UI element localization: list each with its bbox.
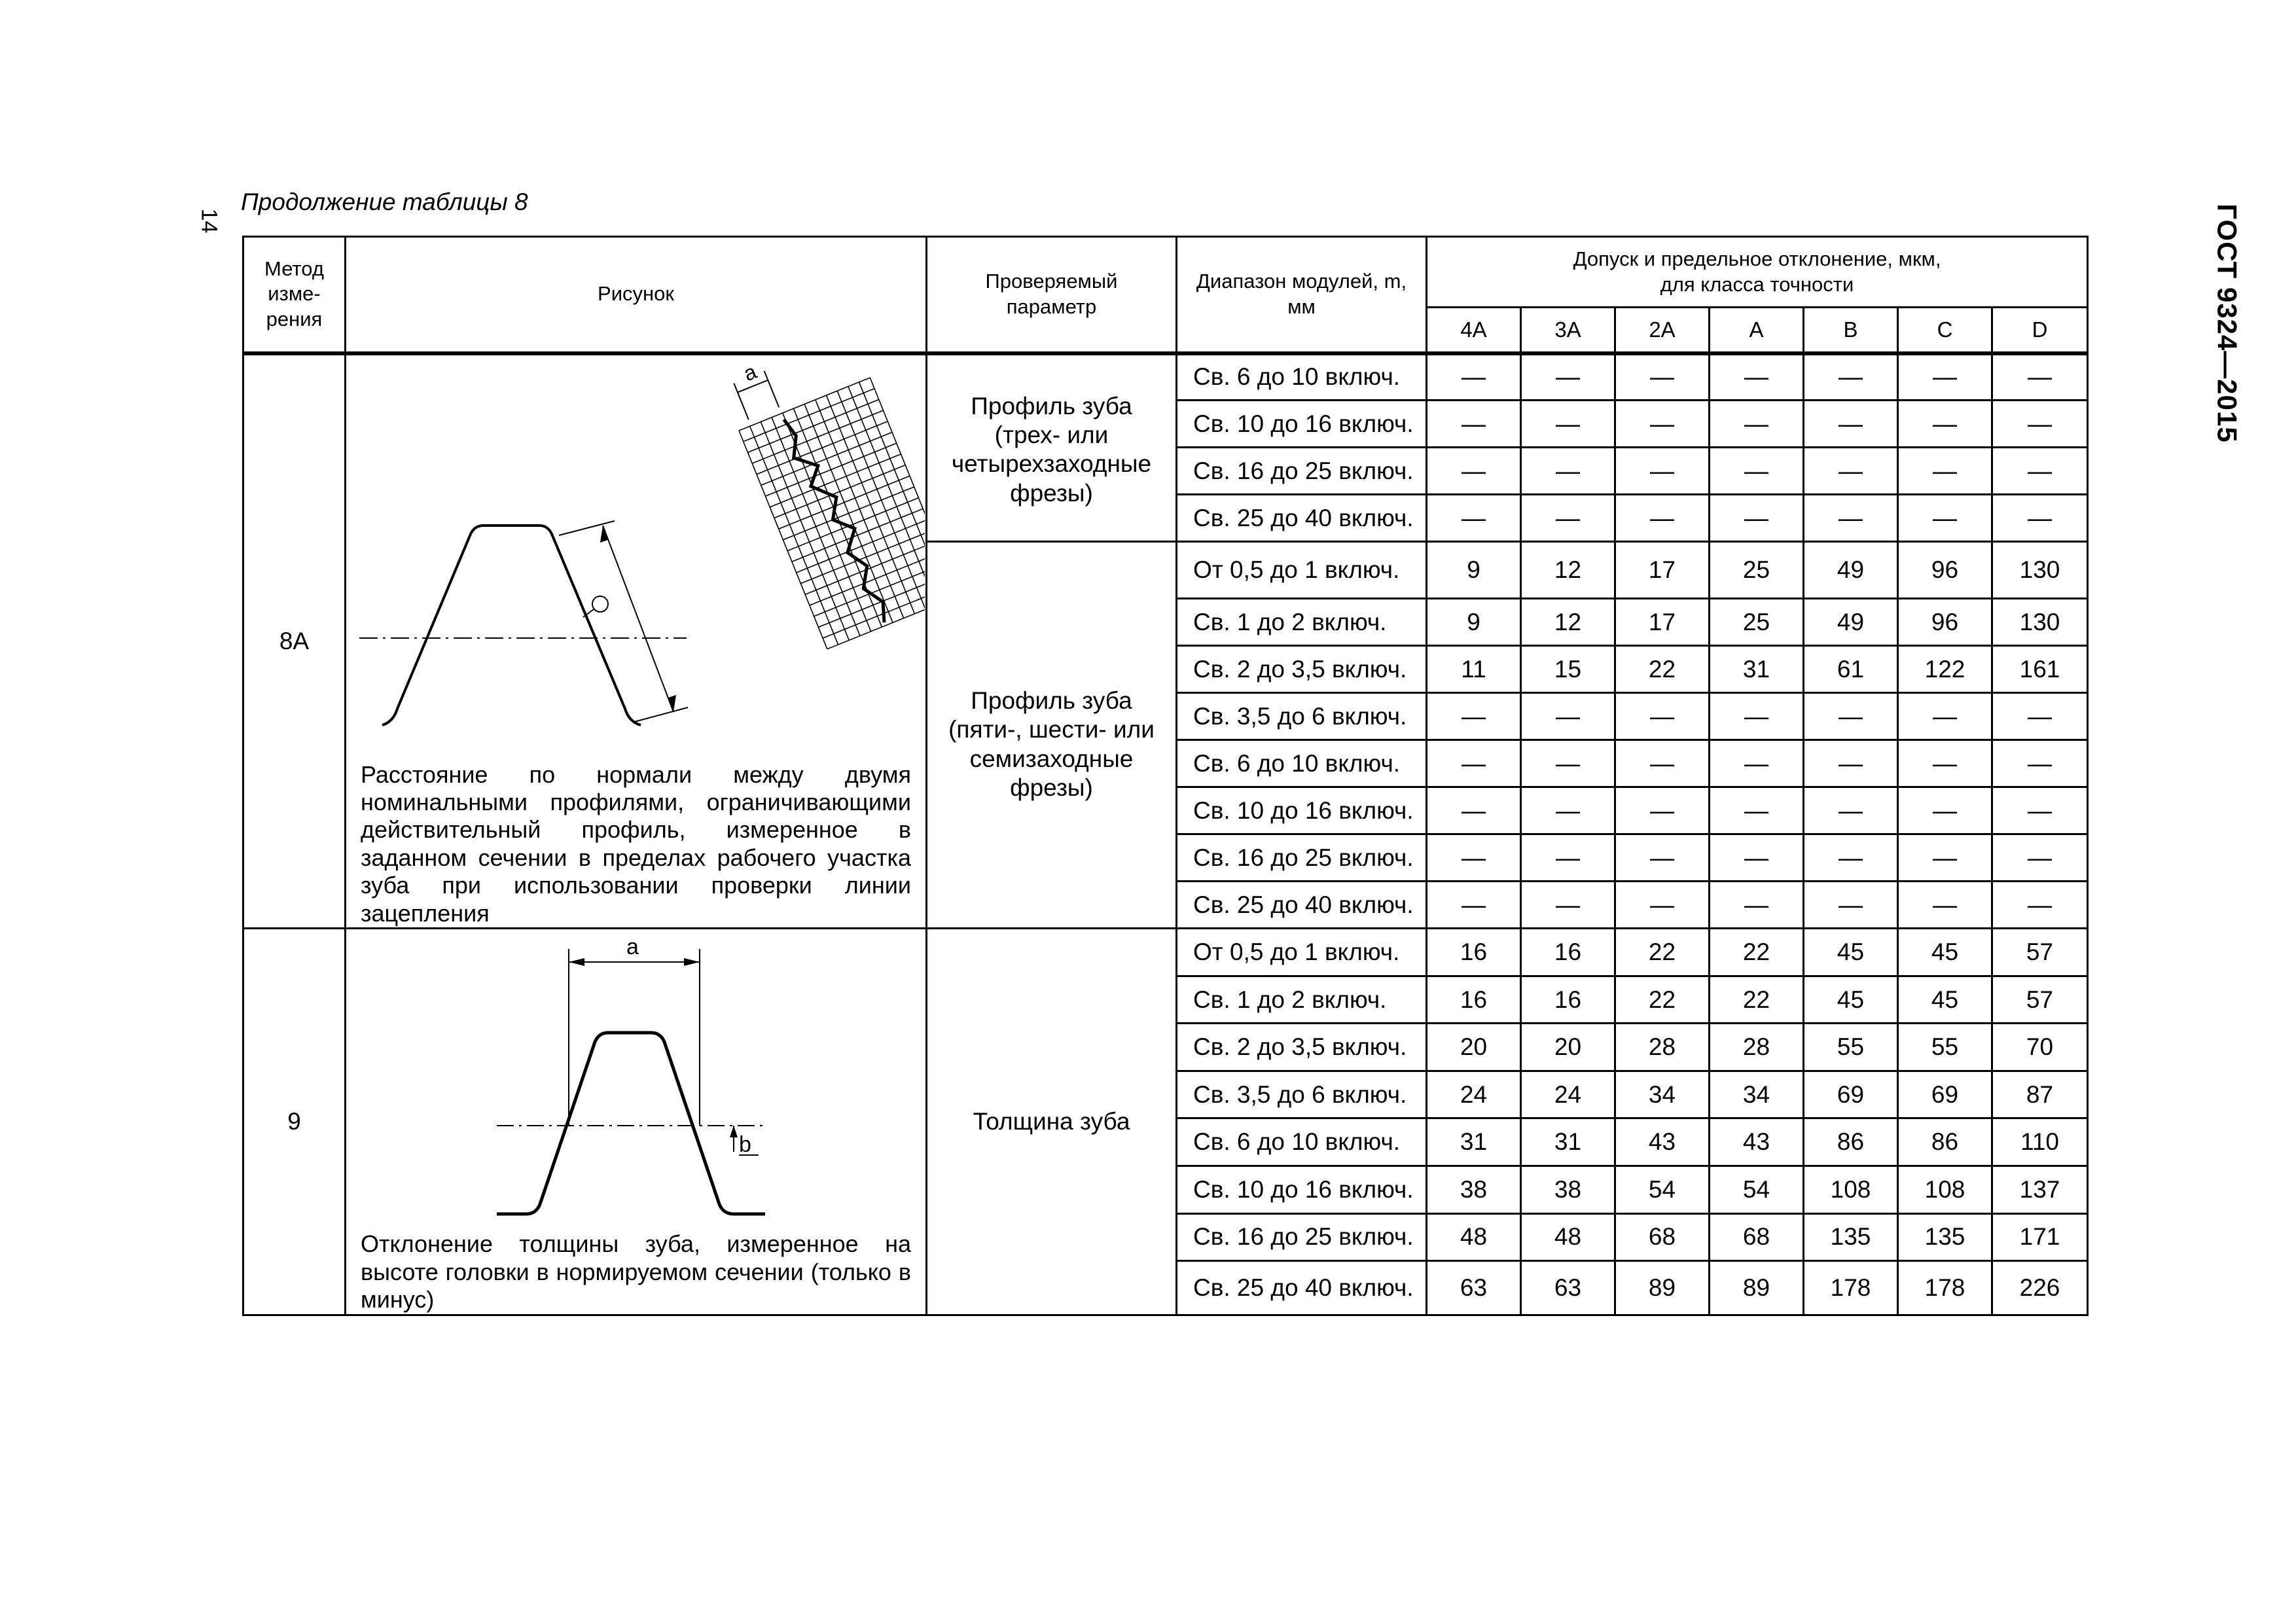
tolerance-value-cell: —	[1898, 353, 1992, 401]
tolerance-value-cell: 45	[1804, 929, 1898, 976]
module-range-cell: Св. 16 до 25 включ.	[1177, 448, 1427, 495]
dimension-label-a: а	[626, 935, 639, 960]
tolerance-value-cell: —	[1615, 787, 1710, 834]
module-range-cell: Св. 25 до 40 включ.	[1177, 882, 1427, 929]
tolerance-value-cell: —	[1898, 693, 1992, 740]
tolerance-value-cell: —	[1521, 401, 1615, 448]
tolerance-value-cell: 171	[1992, 1213, 2088, 1261]
tolerance-value-cell: 108	[1804, 1166, 1898, 1213]
tolerance-value-cell: 108	[1898, 1166, 1992, 1213]
tolerance-value-cell: 12	[1521, 599, 1615, 646]
tolerance-value-cell: 31	[1427, 1118, 1521, 1166]
tolerance-value-cell: 34	[1615, 1071, 1710, 1118]
tolerance-value-cell: —	[1992, 495, 2088, 542]
figure-cell	[346, 353, 927, 929]
tolerance-value-cell: —	[1615, 353, 1710, 401]
tolerance-value-cell: 63	[1427, 1261, 1521, 1315]
tolerance-value-cell: —	[1710, 882, 1804, 929]
header-class: А	[1710, 308, 1804, 353]
tolerance-value-cell: —	[1615, 740, 1710, 787]
tolerance-value-cell: —	[1992, 693, 2088, 740]
tolerance-value-cell: 28	[1615, 1024, 1710, 1071]
tolerance-value-cell: —	[1992, 740, 2088, 787]
tolerance-value-cell: —	[1427, 834, 1521, 882]
tolerance-value-cell: 49	[1804, 599, 1898, 646]
tolerance-value-cell: 16	[1521, 976, 1615, 1024]
tolerance-value-cell: —	[1804, 740, 1898, 787]
tolerance-value-cell: 70	[1992, 1024, 2088, 1071]
module-range-cell: Св. 25 до 40 включ.	[1177, 495, 1427, 542]
tolerance-value-cell: —	[1710, 448, 1804, 495]
tolerance-value-cell: 87	[1992, 1071, 2088, 1118]
tolerance-value-cell: 68	[1615, 1213, 1710, 1261]
tolerance-value-cell: 89	[1615, 1261, 1710, 1315]
tolerance-value-cell: 69	[1804, 1071, 1898, 1118]
tolerance-value-cell: —	[1615, 448, 1710, 495]
tolerance-value-cell: —	[1804, 787, 1898, 834]
tolerance-value-cell: 54	[1710, 1166, 1804, 1213]
module-range-cell: Св. 6 до 10 включ.	[1177, 353, 1427, 401]
tolerance-value-cell: 135	[1898, 1213, 1992, 1261]
tolerance-value-cell: 31	[1710, 646, 1804, 693]
tolerance-value-cell: 15	[1521, 646, 1615, 693]
tolerance-value-cell: 9	[1427, 542, 1521, 599]
module-range-cell: Св. 6 до 10 включ.	[1177, 1118, 1427, 1166]
method-cell: 8А	[243, 353, 346, 929]
tolerance-value-cell: —	[1427, 882, 1521, 929]
tolerance-value-cell: 130	[1992, 542, 2088, 599]
tolerance-value-cell: 38	[1521, 1166, 1615, 1213]
figure-description: Расстояние по нормали между двумя номинальными профилями, ограничивающими действительный профиль, измеренное в заданном сечении в пределах рабочего участка зуба при использовании проверки линии зацепления	[361, 760, 911, 927]
tolerance-value-cell: —	[1898, 882, 1992, 929]
tolerance-value-cell: 22	[1615, 929, 1710, 976]
tolerance-value-cell: 96	[1898, 599, 1992, 646]
actual-profile-line	[779, 410, 891, 630]
tolerance-value-cell: —	[1427, 495, 1521, 542]
module-range-cell: Св. 2 до 3,5 включ.	[1177, 1024, 1427, 1071]
tolerance-value-cell: 137	[1992, 1166, 2088, 1213]
tolerance-value-cell: —	[1521, 834, 1615, 882]
page-number: 14	[196, 208, 222, 234]
tolerance-value-cell: —	[1804, 401, 1898, 448]
tolerance-table	[242, 236, 2089, 1316]
tolerance-value-cell: —	[1898, 401, 1992, 448]
tolerance-value-cell: —	[1427, 740, 1521, 787]
tolerance-value-cell: 135	[1804, 1213, 1898, 1261]
tolerance-value-cell: 45	[1804, 976, 1898, 1024]
tolerance-value-cell: —	[1427, 693, 1521, 740]
tolerance-value-cell: —	[1710, 787, 1804, 834]
tolerance-value-cell: 16	[1427, 976, 1521, 1024]
tolerance-value-cell: —	[1992, 882, 2088, 929]
module-range-cell: Св. 16 до 25 включ.	[1177, 834, 1427, 882]
tolerance-value-cell: 54	[1615, 1166, 1710, 1213]
header-class: 3А	[1521, 308, 1615, 353]
tolerance-value-cell: —	[1898, 448, 1992, 495]
tolerance-value-cell: —	[1804, 495, 1898, 542]
tolerance-value-cell: 48	[1521, 1213, 1615, 1261]
tolerance-value-cell: —	[1521, 495, 1615, 542]
header-class: 2А	[1615, 308, 1710, 353]
tolerance-value-cell: 22	[1615, 646, 1710, 693]
tolerance-value-cell: 55	[1898, 1024, 1992, 1071]
tolerance-value-cell: 45	[1898, 976, 1992, 1024]
extension-line	[634, 707, 688, 722]
header-class: D	[1992, 308, 2088, 353]
measurement-grid	[716, 355, 925, 649]
tolerance-value-cell: —	[1804, 882, 1898, 929]
tolerance-value-cell: —	[1615, 834, 1710, 882]
tooth-profile	[497, 1033, 765, 1214]
tolerance-value-cell: —	[1615, 495, 1710, 542]
tolerance-value-cell: 20	[1521, 1024, 1615, 1071]
method-cell: 9	[243, 929, 346, 1315]
tolerance-value-cell: 45	[1898, 929, 1992, 976]
tooth-profile-grid-figure	[346, 355, 925, 761]
tolerance-value-cell: —	[1710, 693, 1804, 740]
tolerance-value-cell: 96	[1898, 542, 1992, 599]
tolerance-value-cell: 25	[1710, 599, 1804, 646]
tolerance-value-cell: —	[1992, 401, 2088, 448]
dimension-label-a: а	[740, 359, 760, 385]
module-range-cell: Св. 3,5 до 6 включ.	[1177, 1071, 1427, 1118]
tolerance-value-cell: 61	[1804, 646, 1898, 693]
tolerance-value-cell: 9	[1427, 599, 1521, 646]
table-row	[243, 353, 2088, 401]
parameter-cell: Профиль зуба (пяти-, шести- или семизаходные фрезы)	[927, 542, 1177, 929]
tolerance-value-cell: 34	[1710, 1071, 1804, 1118]
header-class: В	[1804, 308, 1898, 353]
module-range-cell: Св. 10 до 16 включ.	[1177, 401, 1427, 448]
tolerance-value-cell: 49	[1804, 542, 1898, 599]
module-range-cell: Св. 10 до 16 включ.	[1177, 1166, 1427, 1213]
tolerance-value-cell: 17	[1615, 542, 1710, 599]
tolerance-value-cell: 55	[1804, 1024, 1898, 1071]
header-class: С	[1898, 308, 1992, 353]
tolerance-value-cell: —	[1898, 740, 1992, 787]
tolerance-value-cell: —	[1615, 882, 1710, 929]
tolerance-value-cell: 28	[1710, 1024, 1804, 1071]
tolerance-value-cell: 25	[1710, 542, 1804, 599]
tolerance-value-cell: 63	[1521, 1261, 1615, 1315]
module-range-cell: Св. 10 до 16 включ.	[1177, 787, 1427, 834]
tolerance-value-cell: —	[1615, 693, 1710, 740]
module-range-cell: От 0,5 до 1 включ.	[1177, 542, 1427, 599]
tolerance-value-cell: 24	[1427, 1071, 1521, 1118]
tolerance-value-cell: 22	[1710, 929, 1804, 976]
tolerance-value-cell: 38	[1427, 1166, 1521, 1213]
tolerance-value-cell: —	[1521, 740, 1615, 787]
header-parameter: Проверяемый параметр	[927, 237, 1177, 353]
tolerance-value-cell: 20	[1427, 1024, 1521, 1071]
tolerance-value-cell: —	[1804, 448, 1898, 495]
tolerance-value-cell: —	[1427, 787, 1521, 834]
tolerance-value-cell: —	[1427, 448, 1521, 495]
tolerance-value-cell: 24	[1521, 1071, 1615, 1118]
header-method: Метод изме-рения	[243, 237, 346, 353]
header-class: 4А	[1427, 308, 1521, 353]
tolerance-value-cell: —	[1898, 495, 1992, 542]
tolerance-value-cell: —	[1992, 353, 2088, 401]
parameter-cell: Профиль зуба (трех- или четырехзаходные фрезы)	[927, 353, 1177, 542]
tolerance-value-cell: —	[1992, 787, 2088, 834]
tolerance-value-cell: 43	[1710, 1118, 1804, 1166]
module-range-cell: Св. 3,5 до 6 включ.	[1177, 693, 1427, 740]
module-range-cell: Св. 1 до 2 включ.	[1177, 976, 1427, 1024]
standard-designation: ГОСТ 9324—2015	[2212, 204, 2243, 443]
parameter-cell: Толщина зуба	[927, 929, 1177, 1315]
tolerance-value-cell: 17	[1615, 599, 1710, 646]
tolerance-value-cell: 178	[1898, 1261, 1992, 1315]
tolerance-value-cell: 12	[1521, 542, 1615, 599]
module-range-cell: Св. 2 до 3,5 включ.	[1177, 646, 1427, 693]
tolerance-value-cell: —	[1521, 353, 1615, 401]
tolerance-value-cell: —	[1898, 834, 1992, 882]
tolerance-value-cell: 22	[1615, 976, 1710, 1024]
header-figure: Рисунок	[346, 237, 927, 353]
tolerance-value-cell: —	[1615, 401, 1710, 448]
tooth-thickness-figure	[346, 929, 925, 1230]
tolerance-value-cell: —	[1804, 834, 1898, 882]
tolerance-value-cell: —	[1992, 448, 2088, 495]
module-range-cell: Св. 25 до 40 включ.	[1177, 1261, 1427, 1315]
tolerance-value-cell: 57	[1992, 976, 2088, 1024]
module-range-cell: От 0,5 до 1 включ.	[1177, 929, 1427, 976]
tolerance-value-cell: —	[1521, 693, 1615, 740]
tolerance-value-cell: —	[1992, 834, 2088, 882]
detail-marker	[592, 596, 608, 612]
tolerance-value-cell: —	[1710, 353, 1804, 401]
tolerance-value-cell: 69	[1898, 1071, 1992, 1118]
tolerance-value-cell: 43	[1615, 1118, 1710, 1166]
tolerance-value-cell: —	[1427, 401, 1521, 448]
module-range-cell: Св. 1 до 2 включ.	[1177, 599, 1427, 646]
tolerance-value-cell: —	[1710, 401, 1804, 448]
tolerance-value-cell: 31	[1521, 1118, 1615, 1166]
figure-cell	[346, 929, 927, 1315]
tolerance-value-cell: 22	[1710, 976, 1804, 1024]
tolerance-value-cell: 11	[1427, 646, 1521, 693]
tolerance-value-cell: 226	[1992, 1261, 2088, 1315]
tolerance-value-cell: —	[1898, 787, 1992, 834]
tolerance-value-cell: 68	[1710, 1213, 1804, 1261]
tolerance-value-cell: —	[1710, 495, 1804, 542]
module-range-cell: Св. 16 до 25 включ.	[1177, 1213, 1427, 1261]
tolerance-value-cell: 122	[1898, 646, 1992, 693]
tolerance-value-cell: 48	[1427, 1213, 1521, 1261]
tolerance-value-cell: 86	[1898, 1118, 1992, 1166]
tolerance-value-cell: 130	[1992, 599, 2088, 646]
table-caption: Продолжение таблицы 8	[241, 188, 528, 215]
dimension-label-b: b	[739, 1132, 751, 1158]
header-module-range: Диапазон модулей, m, мм	[1177, 237, 1427, 353]
tolerance-value-cell: —	[1521, 787, 1615, 834]
tooth-profile	[382, 526, 641, 725]
tolerance-value-cell: 110	[1992, 1118, 2088, 1166]
tolerance-value-cell: 57	[1992, 929, 2088, 976]
tolerance-value-cell: —	[1710, 740, 1804, 787]
table-row	[243, 929, 2088, 976]
tolerance-value-cell: —	[1521, 448, 1615, 495]
tolerance-value-cell: 16	[1427, 929, 1521, 976]
tolerance-value-cell: 161	[1992, 646, 2088, 693]
tolerance-value-cell: —	[1710, 834, 1804, 882]
figure-description: Отклонение толщины зуба, измеренное на высоте головки в нормируемом сечении (только в минус)	[361, 1230, 911, 1313]
tolerance-value-cell: —	[1521, 882, 1615, 929]
tolerance-value-cell: —	[1427, 353, 1521, 401]
tolerance-value-cell: 178	[1804, 1261, 1898, 1315]
header-tolerance-group: Допуск и предельное отклонение, мкм, для класса точности	[1427, 237, 2088, 308]
tolerance-value-cell: 86	[1804, 1118, 1898, 1166]
tolerance-value-cell: —	[1804, 353, 1898, 401]
tolerance-value-cell: —	[1804, 693, 1898, 740]
module-range-cell: Св. 6 до 10 включ.	[1177, 740, 1427, 787]
tolerance-value-cell: 16	[1521, 929, 1615, 976]
tolerance-value-cell: 89	[1710, 1261, 1804, 1315]
